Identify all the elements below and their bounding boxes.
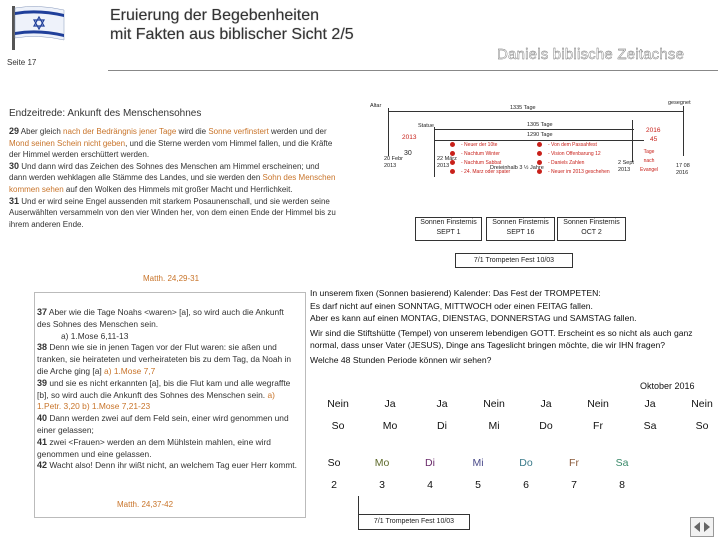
tl-dreieinhalb: Dreieinhalb 3 ½ Jahre: [490, 165, 544, 171]
scripture-reference-2: Matth. 24,37-42: [117, 500, 174, 509]
trumpet-feast-box-top: 7/1 Trompeten Fest 10/03: [455, 253, 573, 268]
row-yes-no: Nein Ja Ja Nein Ja Nein Ja Nein: [327, 398, 713, 410]
tl-bullets-left: - Neuer der 10te - Nachtum Winter - Nachtum Sabbat - 24. Marz oder spater: [461, 142, 511, 175]
tl-tick-2016: [632, 120, 633, 162]
page-title: Eruierung der Begebenheiten mit Fakten aus biblischer Sicht 2/5: [110, 7, 354, 43]
tl-altar: Altar: [370, 103, 382, 109]
tl-line-1335: [388, 111, 684, 112]
tl-year-2013: 2013: [402, 134, 417, 141]
eclipse-box-2: Sonnen Finsternis SEPT 16: [486, 217, 555, 241]
tl-tage-nach: Tage nach Evangel: [640, 149, 659, 173]
tl-1290: 1290 Tage: [527, 132, 553, 138]
tl-tick-end: [683, 106, 684, 156]
page-number: Seite 17: [7, 58, 37, 67]
tl-bullets-right: - Von dem Passahfest - Vision Offenbarung 12 - Daniels Zahlen - Neuer im 2013 geschehen: [548, 142, 610, 175]
trumpet-feast-box-bottom: 7/1 Trompeten Fest 10/03: [358, 514, 470, 530]
tl-1335: 1335 Tage: [510, 105, 536, 111]
tl-tick-statue: [434, 127, 435, 177]
israel-flag-logo: [8, 4, 66, 50]
scripture-block-1: 29 Aber gleich nach der Bedrängnis jener Tage wird die Sonne verfinstert werden und der Mond seinen Schein nicht geben, und die Sterne werden vom Himmel fallen, und die Kräfte der Himmel werden erschüttert werden. 30 Und dann wird das Zeichen des Sohnes des Menschen am Himmel erscheinen; und dann werden wehklagen alle Stämme des Landes, und sie werden den Sohn des Menschen kommen sehen auf den Wolken des Himmels mit großer Macht und Herrlichkeit. 31 Und er wird seine Engel aussenden mit starkem Posaunenschall, und sie werden seine Auserwählten versammeln von den vier Winden her, von dem einen Ende der Himmel bis zu ihrem anderen Ende.: [9, 126, 336, 229]
section-heading: Endzeitrede: Ankunft des Menschensohnes: [9, 108, 202, 119]
scripture-block-2: 37 Aber wie die Tage Noahs <waren> [a], so wird auch die Ankunft des Sohnes des Menschen sein. a) 1.Mose 6,11-13 38 Denn wie sie in jenen Tagen vor der Flut waren: sie aßen und tranken, sie heirateten und verheirateten bis zu dem Tag, da Noah in die Arche ging [a] a) 1.Mose 7,7 39 und sie es nicht erkannten [a], bis die Flut kam und alle wegraffte [b], so wird auch die Ankunft des Sohnes des Menschen sein. a) 1.Petr. 3,20 b) 1.Mose 7,21-23 40 Dann werden zwei auf dem Feld sein, einer wird genommen und einer gelassen; 41 zwei <Frauen> werden an dem Mühlstein mahlen, eine wird genommen und eine gelassen. 42 Wacht also! Denn ihr wißt nicht, an welchem Tag euer Herr kommt.: [34, 292, 306, 518]
nav-arrows-icon[interactable]: [690, 517, 714, 537]
tl-22-marz: 22 März 2013: [437, 156, 457, 169]
tl-year-2016: 2016: [646, 127, 661, 134]
tl-gesegnet: gesegnet: [668, 100, 691, 106]
verse-number: 29: [9, 126, 20, 136]
header-divider: [108, 70, 718, 71]
row-weekdays-2: So Mo Di Mi Do Fr Sa: [327, 457, 629, 469]
tl-statue: Statue: [418, 123, 434, 129]
tl-2-sept: 2 Sept 2013: [618, 160, 634, 173]
tl-tick-altar: [388, 108, 389, 156]
tl-20-febr: 20 Febr 2013: [384, 156, 403, 169]
page-subtitle: Daniels biblische Zeitachse: [497, 46, 685, 63]
tl-17-08: 17 08 2016: [676, 163, 690, 176]
scripture-reference: Matth. 24,29-31: [143, 274, 200, 283]
row-dates: 2 3 4 5 6 7 8: [331, 479, 625, 491]
eclipse-box-1: Sonnen Finsternis SEPT 1: [415, 217, 482, 241]
tl-line-1305: [434, 129, 634, 130]
verse-number: 30: [9, 160, 20, 171]
row-weekdays-1: So Mo Di Mi Do Fr Sa So: [331, 420, 709, 432]
eclipse-box-3: Sonnen Finsternis OCT 2: [557, 217, 626, 241]
tl-30: 30: [404, 150, 412, 157]
trumpet-connector: [358, 496, 359, 514]
verse-number: 31: [9, 195, 20, 206]
calendar-month: Oktober 2016: [640, 381, 695, 391]
tl-45: 45: [650, 136, 658, 143]
calendar-explanation: In unserem fixen (Sonnen basierend) Kalender: Das Fest der TROMPETEN: Es darf nicht auf einen SONNTAG, MITTWOCH oder einen FEITAG fallen. Aber es kann auf einen MONTAG, DIENSTAG, DONNERSTAG und SAMSTAG fallen. Wir sind die Stiftshütte (Tempel) von unserem lebendigen GOTT. Erscheint es so nicht als auch ganz normal, dass unser Vater (JESUS), Dinge ans Tageslicht bringen möchte, die wir IHN fragen? Welche 48 Stunden Periode können wir sehen?: [310, 288, 693, 365]
tl-1305: 1305 Tage: [527, 122, 553, 128]
